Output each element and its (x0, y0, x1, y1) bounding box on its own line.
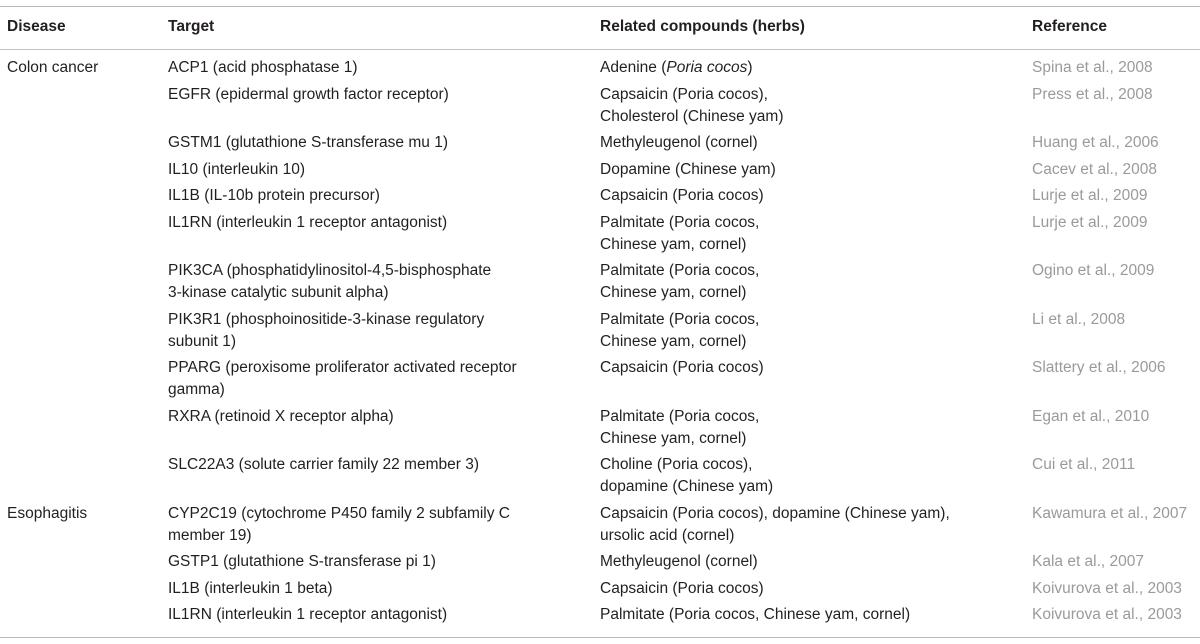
table-row (0, 260, 1200, 309)
cell-compounds: Palmitate (Poria cocos, Chinese yam, cornel) (600, 262, 760, 301)
cell-reference[interactable]: Kawamura et al., 2007 (1032, 504, 1188, 522)
cell-compounds: Palmitate (Poria cocos, Chinese yam, cornel) (600, 407, 760, 447)
cell-target: IL1B (interleukin 1 beta) (168, 579, 333, 597)
cell-reference[interactable]: Huang et al., 2006 (1032, 134, 1159, 151)
compounds-italic: Poria cocos (666, 59, 748, 76)
table-bottom-rule (0, 637, 1200, 638)
cell-target: SLC22A3 (solute carrier family 22 member 3) (168, 456, 479, 473)
cell-compounds: Palmitate (Poria cocos, Chinese yam, cornel) (600, 213, 760, 253)
table-row (0, 57, 1200, 84)
cell-target: IL1B (IL-10b protein precursor) (168, 187, 380, 204)
cell-reference[interactable]: Koivurova et al., 2003 (1032, 579, 1182, 597)
cell-target: GSTM1 (glutathione S-transferase mu 1) (168, 134, 448, 151)
table-header-row (0, 7, 1200, 49)
cell-target: PIK3R1 (phosphoinositide-3-kinase regulatory subunit 1) (168, 310, 485, 350)
cell-reference[interactable]: Cacev et al., 2008 (1032, 160, 1157, 178)
cell-reference[interactable]: Kala et al., 2007 (1032, 553, 1145, 570)
cell-compounds: Capsaicin (Poria cocos) (600, 359, 764, 376)
header-compounds: Related compounds (herbs) (600, 18, 805, 35)
cell-reference[interactable]: Slattery et al., 2006 (1032, 359, 1166, 376)
cell-target: IL1RN (interleukin 1 receptor antagonist) (168, 213, 448, 231)
header-reference: Reference (1032, 18, 1107, 35)
table-row (0, 604, 1200, 631)
cell-compounds: Choline (Poria cocos), dopamine (Chinese yam) (600, 456, 774, 495)
table-row (0, 406, 1200, 455)
cell-compounds: Capsaicin (Poria cocos) (600, 187, 764, 204)
table-row (0, 309, 1200, 358)
cell-compounds: Palmitate (Poria cocos, Chinese yam, cornel) (600, 310, 760, 350)
cell-reference[interactable]: Ogino et al., 2009 (1032, 262, 1155, 279)
cell-reference[interactable]: Li et al., 2008 (1032, 310, 1126, 328)
table-row (0, 454, 1200, 503)
compounds-prefix: Adenine ( (600, 59, 667, 76)
table-body (0, 50, 1200, 637)
cell-target: IL10 (interleukin 10) (168, 160, 305, 178)
cell-compounds: Capsaicin (Poria cocos), dopamine (Chinese yam), ursolic acid (cornel) (600, 504, 950, 544)
table-row (0, 185, 1200, 212)
cell-target: PIK3CA (phosphatidylinositol-4,5-bisphosphate 3-kinase catalytic subunit alpha) (168, 262, 492, 301)
cell-reference[interactable]: Lurje et al., 2009 (1032, 213, 1148, 231)
cell-compounds: Capsaicin (Poria cocos), Cholesterol (Chinese yam) (600, 85, 784, 125)
cell-reference[interactable]: Lurje et al., 2009 (1032, 187, 1148, 204)
table-row (0, 212, 1200, 261)
cell-compounds: Methyleugenol (cornel) (600, 553, 758, 570)
cell-compounds (600, 57, 1000, 79)
cell-reference[interactable]: Egan et al., 2010 (1032, 407, 1150, 425)
cell-reference[interactable]: Koivurova et al., 2003 (1032, 606, 1182, 623)
cell-disease: Esophagitis (7, 504, 88, 522)
cell-reference[interactable]: Cui et al., 2011 (1032, 456, 1136, 473)
cell-reference[interactable]: Spina et al., 2008 (1032, 59, 1153, 76)
data-table (0, 6, 1200, 638)
cell-disease: Colon cancer (7, 59, 99, 76)
cell-target: IL1RN (interleukin 1 receptor antagonist) (168, 606, 448, 623)
cell-reference[interactable]: Press et al., 2008 (1032, 85, 1153, 103)
header-target: Target (168, 18, 215, 35)
cell-target: EGFR (epidermal growth factor receptor) (168, 85, 449, 103)
cell-target: CYP2C19 (cytochrome P450 family 2 subfamily C member 19) (168, 504, 510, 544)
table-row (0, 159, 1200, 186)
table-row (0, 578, 1200, 605)
cell-compounds: Dopamine (Chinese yam) (600, 160, 776, 178)
table-row (0, 551, 1200, 578)
cell-compounds: Capsaicin (Poria cocos) (600, 579, 764, 597)
cell-target: PPARG (peroxisome proliferator activated receptor gamma) (168, 359, 517, 398)
table-row (0, 84, 1200, 133)
cell-target: ACP1 (acid phosphatase 1) (168, 59, 358, 76)
cell-compounds: Methyleugenol (cornel) (600, 134, 758, 151)
cell-compounds: Palmitate (Poria cocos, Chinese yam, cornel) (600, 606, 911, 623)
table-row (0, 132, 1200, 159)
table-row (0, 357, 1200, 406)
table-row (0, 503, 1200, 552)
compounds-suffix: ) (747, 59, 753, 76)
cell-target: RXRA (retinoid X receptor alpha) (168, 407, 394, 425)
header-disease: Disease (7, 18, 66, 35)
cell-target: GSTP1 (glutathione S-transferase pi 1) (168, 553, 436, 570)
